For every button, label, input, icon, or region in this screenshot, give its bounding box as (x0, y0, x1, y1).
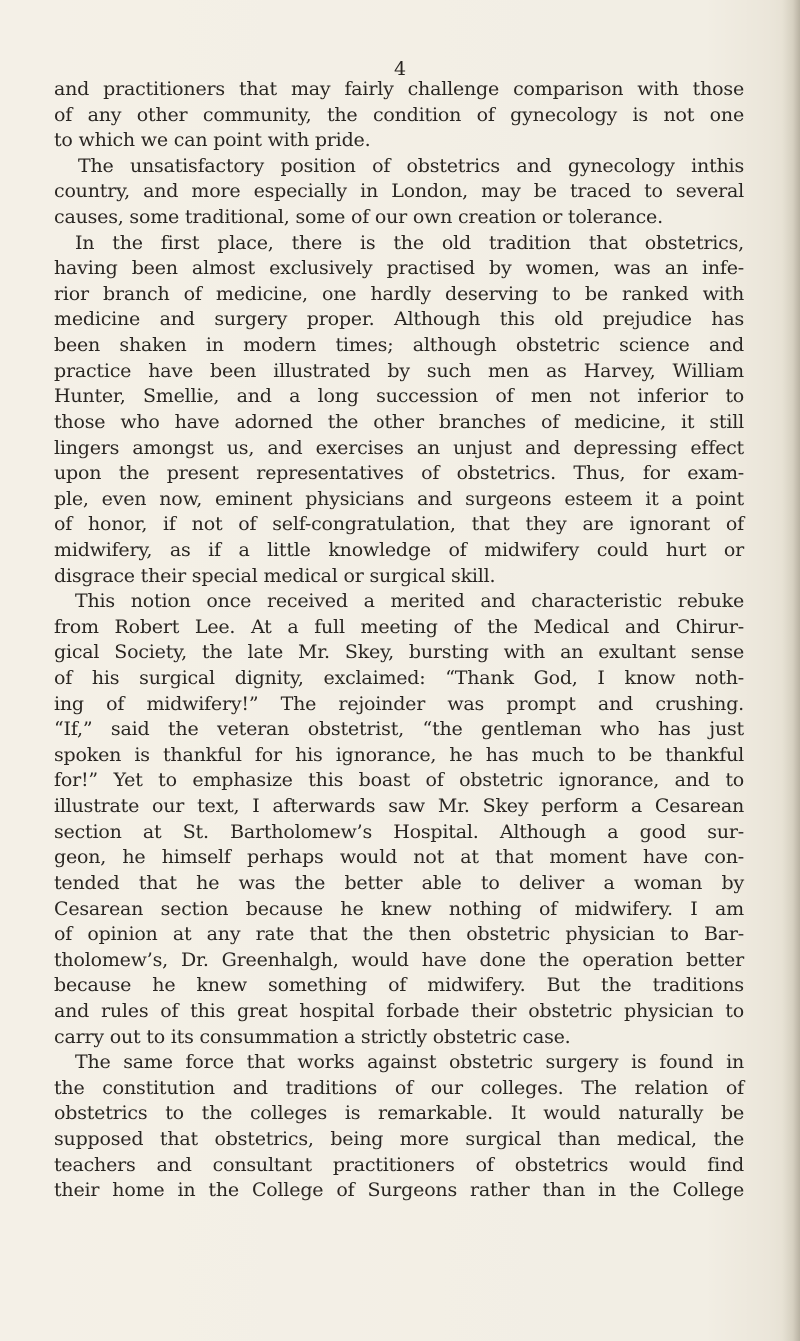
text-line: The same force that works against obstetric surgery is found in (75, 1051, 744, 1074)
text-line: country, and more especially in London, may be traced to several (54, 180, 744, 203)
text-line: because he knew something of midwifery. But the traditions (54, 974, 744, 997)
text-line: illustrate our text, I afterwards saw Mr. Skey perform a Cesarean (54, 795, 744, 818)
text-line: In the first place, there is the old tradition that obstetrics, (75, 231, 744, 254)
text-line: and rules of this great hospital forbade their obstetric physician to (54, 999, 744, 1022)
text-line: tholomew’s, Dr. Greenhalgh, would have done the operation better (54, 948, 744, 971)
text-line: been shaken in modern times; although obstetric science and (54, 334, 744, 357)
text-line: causes, some traditional, some of our own creation or tolerance. (54, 206, 663, 229)
page-number: 4 (394, 58, 407, 80)
text-line: of his surgical dignity, exclaimed: “Thank God, I know noth- (54, 667, 744, 690)
text-line: ing of midwifery!” The rejoinder was prompt and crushing. (54, 692, 744, 715)
text-line: of any other community, the condition of gynecology is not one (54, 103, 744, 126)
text-line: supposed that obstetrics, being more surgical than medical, the (54, 1127, 744, 1150)
text-line: spoken is thankful for his ignorance, he has much to be thankful (54, 743, 744, 766)
text-line: “If,” said the veteran obstetrist, “the gentleman who has just (54, 718, 744, 741)
body-text (54, 77, 744, 1204)
text-line: and practitioners that may fairly challenge comparison with those (54, 78, 744, 100)
page-edge-shadow (782, 0, 800, 1341)
text-line: for!” Yet to emphasize this boast of obstetric ignorance, and to (54, 769, 744, 792)
text-line: medicine and surgery proper. Although this old prejudice has (54, 308, 744, 331)
text-line: disgrace their special medical or surgical skill. (54, 564, 496, 587)
text-line: Hunter, Smellie, and a long succession of men not inferior to (54, 385, 744, 408)
text-line: of opinion at any rate that the then obstetric physician to Bar- (54, 923, 744, 946)
text-line: The unsatisfactory position of obstetrics and gynecology inthis (78, 154, 744, 177)
text-line: section at St. Bartholomew’s Hospital. Although a good sur- (54, 820, 744, 843)
text-line: rior branch of medicine, one hardly deserving to be ranked with (54, 282, 744, 305)
text-line: teachers and consultant practitioners of obstetrics would find (54, 1153, 744, 1176)
text-line: to which we can point with pride. (54, 129, 371, 152)
text-line: lingers amongst us, and exercises an unjust and depressing effect (54, 436, 744, 459)
text-line: their home in the College of Surgeons rather than in the College (54, 1179, 744, 1202)
text-line: of honor, if not of self-congratulation, that they are ignorant of (54, 513, 744, 536)
text-line: practice have been illustrated by such men as Harvey, William (54, 359, 744, 382)
text-line: midwifery, as if a little knowledge of midwifery could hurt or (54, 538, 744, 561)
text-line: those who have adorned the other branches of medicine, it still (54, 410, 744, 433)
text-line: This notion once received a merited and characteristic rebuke (75, 590, 744, 613)
text-line: upon the present representatives of obstetrics. Thus, for exam- (54, 462, 744, 485)
text-line: from Robert Lee. At a full meeting of the Medical and Chirur- (54, 615, 744, 638)
text-line: obstetrics to the colleges is remarkable. It would naturally be (54, 1102, 744, 1125)
text-line: geon, he himself perhaps would not at that moment have con- (54, 846, 744, 869)
text-line: ple, even now, eminent physicians and surgeons esteem it a point (54, 487, 744, 510)
text-line: having been almost exclusively practised by women, was an infe- (54, 257, 744, 280)
text-line: gical Society, the late Mr. Skey, bursting with an exultant sense (54, 641, 744, 664)
text-line: the constitution and traditions of our colleges. The relation of (54, 1076, 744, 1099)
text-line: tended that he was the better able to deliver a woman by (54, 871, 744, 894)
text-line: carry out to its consummation a strictly obstetric case. (54, 1025, 571, 1048)
text-line: Cesarean section because he knew nothing of midwifery. I am (54, 897, 744, 920)
